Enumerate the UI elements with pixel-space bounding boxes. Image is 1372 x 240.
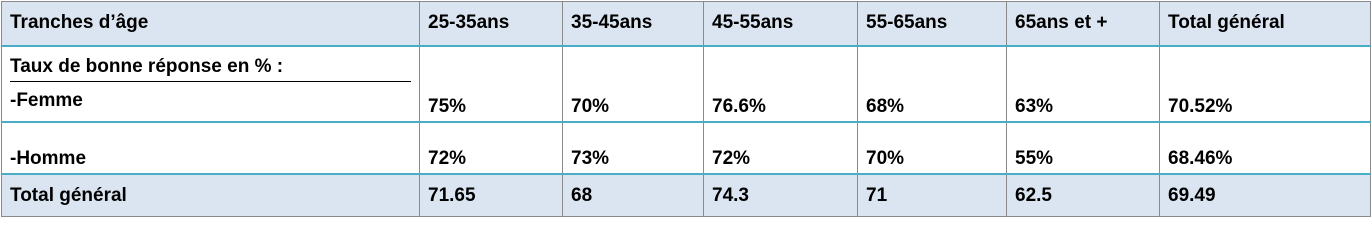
homme-value-45-55: 72% (704, 122, 858, 174)
femme-value-45-55: 76.6% (704, 46, 858, 122)
total-value-55-65: 71 (858, 174, 1007, 216)
total-value-25-35: 71.65 (420, 174, 563, 216)
femme-value-35-45: 70% (563, 46, 704, 122)
response-rate-caption: Taux de bonne réponse en % : (10, 56, 411, 82)
header-row (2, 2, 1371, 46)
age-group-results-table (1, 1, 1371, 217)
homme-row (2, 122, 1371, 174)
homme-value-55-65: 70% (858, 122, 1007, 174)
header-col-25-35: 25-35ans (420, 2, 563, 46)
total-value-65-plus: 62.5 (1007, 174, 1160, 216)
homme-value-25-35: 72% (420, 122, 563, 174)
femme-label: -Femme (10, 89, 83, 111)
femme-value-total: 70.52% (1160, 46, 1371, 122)
homme-value-35-45: 73% (563, 122, 704, 174)
total-value-total: 69.49 (1160, 174, 1371, 216)
header-row-label: Tranches d’âge (2, 2, 420, 46)
header-col-35-45: 35-45ans (563, 2, 704, 46)
header-col-65-plus: 65ans et + (1007, 2, 1160, 46)
homme-label: -Homme (2, 122, 420, 174)
header-col-45-55: 45-55ans (704, 2, 858, 46)
header-col-55-65: 55-65ans (858, 2, 1007, 46)
total-value-45-55: 74.3 (704, 174, 858, 216)
total-label: Total général (2, 174, 420, 216)
total-value-35-45: 68 (563, 174, 704, 216)
femme-value-55-65: 68% (858, 46, 1007, 122)
header-col-total: Total général (1160, 2, 1371, 46)
femme-row (2, 46, 1371, 122)
femme-value-25-35: 75% (420, 46, 563, 122)
homme-value-65-plus: 55% (1007, 122, 1160, 174)
homme-value-total: 68.46% (1160, 122, 1371, 174)
total-row (2, 174, 1371, 216)
femme-value-65-plus: 63% (1007, 46, 1160, 122)
femme-label-cell (2, 46, 420, 122)
